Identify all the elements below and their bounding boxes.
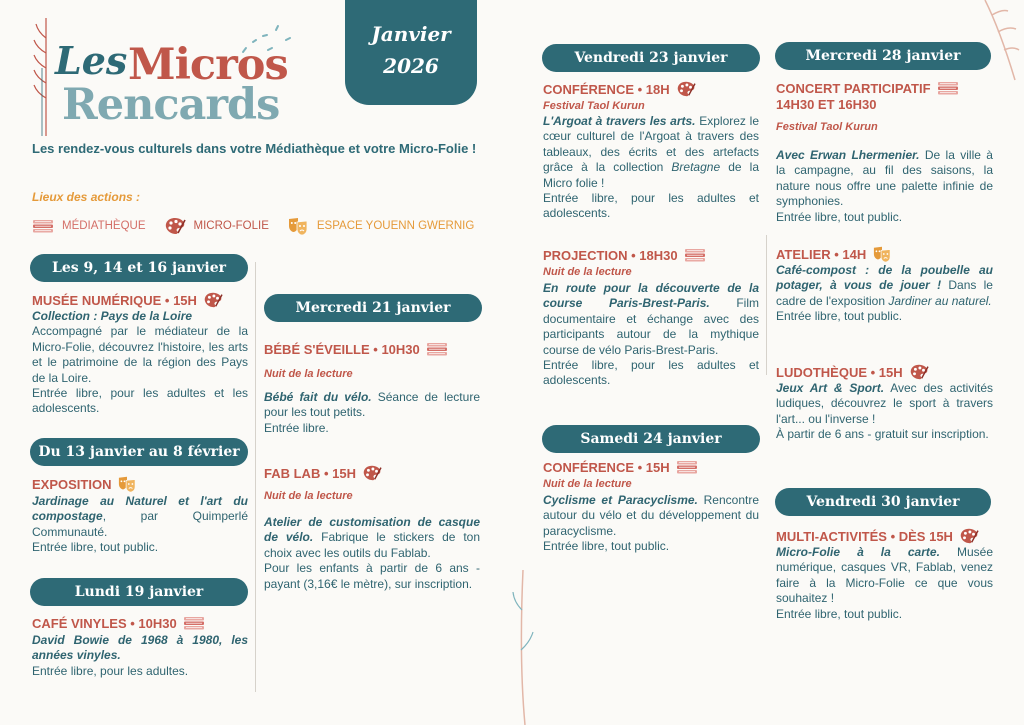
event-description: Avec Erwan Lhermenier. De la ville à la campagne, au fil des saisons, la nature nous offre une palette infinie de symphonies. Entrée libre, tout public.: [776, 148, 993, 224]
column-divider: [255, 262, 256, 692]
intro-text: Les rendez-vous culturels dans votre Médiathèque et votre Micro-Folie !: [32, 141, 477, 156]
event-subtitle: Nuit de la lecture: [543, 266, 632, 278]
event-description: David Bowie de 1968 à 1980, les années vinyles. Entrée libre, pour les adultes.: [32, 633, 248, 678]
palette-icon: [164, 216, 186, 236]
logo-les: Les: [55, 38, 128, 83]
event-title: PROJECTION • 18H30: [543, 247, 706, 263]
event-title-times: 14H30 ET 16H30: [776, 97, 877, 112]
date-banner: Samedi 24 janvier: [542, 425, 760, 453]
event-description: Jeux Art & Sport. Avec des activités ludiques, découvrez le sport à travers l'art... ou l'inverse ! À partir de 6 ans - gratuit sur inscription.: [776, 381, 993, 442]
lieux-legend: [32, 216, 474, 236]
event-title: FAB LAB • 15H: [264, 464, 382, 482]
lieu-espace: ESPACE YOUENN GWERNIG: [316, 220, 475, 232]
event-subtitle: Nuit de la lecture: [264, 490, 353, 502]
palette-icon: [676, 80, 696, 98]
books-icon: [684, 247, 706, 263]
date-banner: Mercredi 28 janvier: [775, 42, 991, 70]
date-year: 2026: [383, 54, 439, 78]
date-banner: Vendredi 30 janvier: [775, 488, 991, 516]
date-banner: Vendredi 23 janvier: [542, 44, 760, 72]
event-title: CAFÉ VINYLES • 10H30: [32, 615, 205, 631]
column-divider: [766, 235, 767, 375]
books-icon: [426, 341, 448, 357]
event-subtitle: Festival Taol Kurun: [543, 100, 645, 112]
date-box: [345, 0, 477, 105]
event-title: MUSÉE NUMÉRIQUE • 15H: [32, 291, 223, 309]
branch-decoration-bottom: [505, 570, 545, 725]
palette-icon: [959, 527, 979, 545]
masks-icon: [872, 245, 892, 263]
lieu-micro-folie: MICRO-FOLIE: [193, 220, 269, 232]
event-subtitle: Festival Taol Kurun: [776, 121, 878, 133]
event-subtitle: Nuit de la lecture: [264, 368, 353, 380]
event-title: CONFÉRENCE • 15H: [543, 459, 698, 475]
palette-icon: [909, 363, 929, 381]
event-title: LUDOTHÈQUE • 15H: [776, 363, 929, 381]
books-icon: [676, 459, 698, 475]
lieu-mediatheque: MÉDIATHÈQUE: [62, 220, 146, 232]
date-banner: Lundi 19 janvier: [30, 578, 248, 606]
books-icon: [937, 80, 959, 96]
logo-rencards: Rencards: [62, 80, 280, 130]
date-banner: Les 9, 14 et 16 janvier: [30, 254, 248, 282]
event-title: BÉBÉ S'ÉVEILLE • 10H30: [264, 341, 448, 357]
event-description: Micro-Folie à la carte. Musée numérique, casques VR, Fablab, venez faire à la Micro-Folie ce que vous souhaitez ! Entrée libre, tout public.: [776, 545, 993, 621]
event-description: Atelier de customisation de casque de vélo. Fabrique le stickers de ton choix avec les outils du Fablab. Pour les enfants à partir de 6 ans - payant (3,16€ le mètre), sur inscription.: [264, 515, 480, 591]
event-description: Cyclisme et Paracyclisme. Rencontre autour du vélo et du développement du paracyclisme. Entrée libre, tout public.: [543, 493, 760, 554]
event-description: Jardinage au Naturel et l'art du compostage, par Quimperlé Communauté. Entrée libre, tout public.: [32, 494, 248, 555]
masks-icon: [117, 475, 137, 493]
event-description: Café-compost : de la poubelle au potager, à vous de jouer ! Dans le cadre de l'exposition Jardiner au naturel. Entrée libre, tout public.: [776, 263, 993, 324]
event-description: En route pour la découverte de la course Paris-Brest-Paris. Film documentaire et échange avec des participants autour de la mythique course de vélo Paris-Brest-Paris. Entrée libre, pour les adultes et adolescents.: [543, 281, 759, 388]
event-title: ATELIER • 14H: [776, 245, 892, 263]
masks-icon: [287, 216, 309, 236]
date-banner: Du 13 janvier au 8 février: [30, 438, 248, 466]
event-subtitle: Nuit de la lecture: [543, 478, 632, 490]
event-description: Collection : Pays de la Loire Accompagné par le médiateur de la Micro-Folie, découvrez l'histoire, les arts et le patrimoine de la région des Pays de la Loire. Entrée libre, pour les adultes et les adolescents.: [32, 309, 248, 416]
event-description: Bébé fait du vélo. Séance de lecture pour les tout petits. Entrée libre.: [264, 390, 480, 435]
lieux-title: Lieux des actions :: [32, 190, 141, 204]
palette-icon: [362, 464, 382, 482]
event-title: MULTI-ACTIVITÉS • DÈS 15H: [776, 527, 979, 545]
event-title: CONCERT PARTICIPATIF: [776, 80, 959, 96]
event-title: CONFÉRENCE • 18H: [543, 80, 696, 98]
event-description: L'Argoat à travers les arts. Explorez le cœur culturel de l'Argoat à travers des tableaux, des écrits et des artefacts grâce à la collection Bretagne de la Micro folie ! Entrée libre, pour les adultes et adolescents.: [543, 114, 760, 221]
date-month: Janvier: [371, 22, 451, 46]
date-banner: Mercredi 21 janvier: [264, 294, 482, 322]
event-title: EXPOSITION: [32, 475, 137, 493]
books-icon: [183, 615, 205, 631]
logo-micros: Micros: [128, 40, 288, 90]
palette-icon: [203, 291, 223, 309]
books-icon: [32, 218, 54, 234]
